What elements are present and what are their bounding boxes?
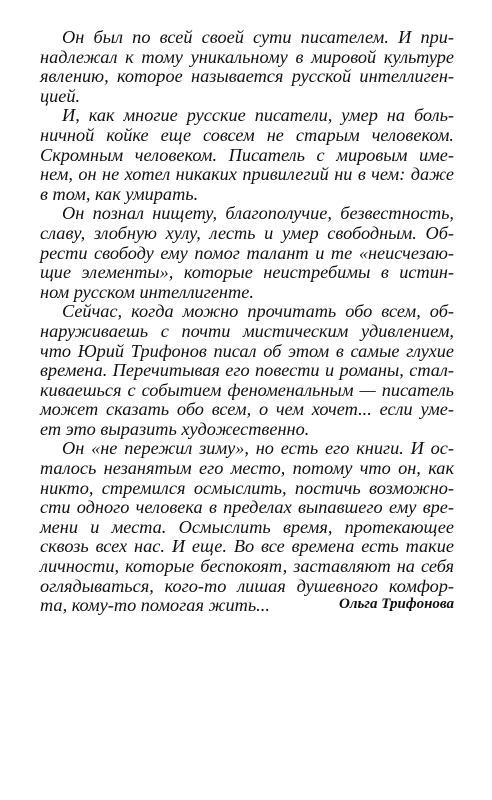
text-line: Он был по всей своей сути писателем. И при-: [62, 27, 454, 47]
text-line: оглядываться, кого-то лишая душевного комфор-: [40, 575, 454, 596]
paragraph: [40, 106, 454, 204]
text-block: [40, 28, 454, 616]
text-line: ном русском интеллигенте.: [40, 281, 254, 302]
text-line: наруживаешь с почти мистическим удивлением,: [40, 320, 454, 341]
text-line: славу, злобную хулу, лесть и умер свободным. Об-: [40, 222, 454, 243]
text-line: сти одного человека в пределах выпавшего ему вре-: [40, 497, 454, 518]
text-line: сквозь всех нас. И еще. Во все времена есть такие: [40, 536, 454, 557]
text-line: Сейчас, когда можно прочитать обо всем, об-: [62, 301, 454, 322]
text-line: явлению, которое называется русской интеллиген-: [40, 66, 454, 87]
text-line: Он познал нищету, благополучие, безвестность,: [62, 203, 454, 224]
text-line: И, как многие русские писатели, умер на боль-: [62, 105, 454, 126]
text-line: киваешься с событием феноменальным — писатель: [40, 379, 454, 400]
text-line: личности, которые беспокоят, заставляют на себя: [40, 556, 454, 577]
text-line: надлежал к тому уникальному в мировой культуре: [40, 46, 454, 67]
paragraph: [40, 302, 454, 439]
text-line: рести свободу ему помог талант и те «неисчезаю-: [40, 242, 454, 263]
text-line: в том, как умирать.: [40, 183, 199, 204]
paragraph: [40, 204, 454, 302]
text-line: времена. Перечитывая его повести и романы, стал-: [40, 360, 454, 381]
text-line: никто, стремился осмыслить, постичь возможно-: [40, 477, 454, 498]
text-line: Скромным человеком. Писатель с мировым име-: [40, 144, 454, 165]
text-line: ет это выразить художественно.: [40, 418, 310, 439]
text-line: мени и места. Осмыслить время, протекающее: [40, 516, 454, 537]
text-line: цией.: [40, 85, 81, 106]
text-line: Он «не пережил зиму», но есть его книги. И ос-: [62, 438, 454, 459]
text-line: ничной койке еще совсем не старым человеком.: [40, 124, 454, 145]
text-line: может сказать обо всем, о чем хочет... если уме-: [40, 399, 454, 420]
text-line: нем, он не хотел никаких привилегий ни в чем: даже: [40, 164, 454, 185]
text-line: та, кому-то помогая жить...: [40, 595, 270, 616]
text-line: щие элементы», которые неистребимы в истин-: [40, 262, 454, 283]
author-signature: Ольга Трифонова: [339, 596, 454, 612]
paragraph: [40, 439, 454, 615]
paragraph: [40, 28, 454, 106]
text-line: что Юрий Трифонов писал об этом в самые глухие: [40, 340, 454, 361]
text-line: талось незанятым его место, потому что он, как: [40, 458, 454, 479]
